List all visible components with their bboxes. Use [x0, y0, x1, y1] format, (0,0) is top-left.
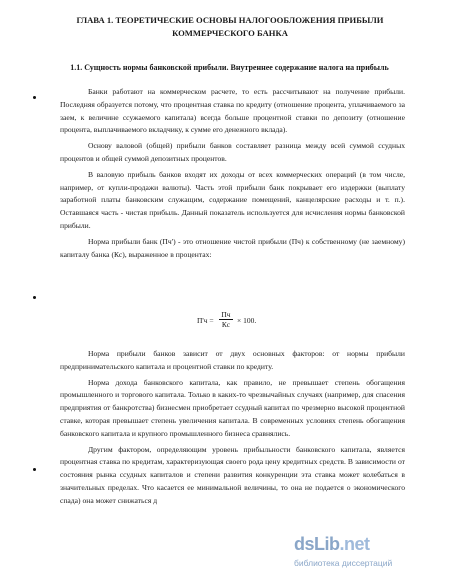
- formula-rhs: × 100.: [237, 316, 257, 325]
- chapter-heading: ГЛАВА 1. ТЕОРЕТИЧЕСКИЕ ОСНОВЫ НАЛОГООБЛОЖЕНИЯ ПРИБЫЛИ КОММЕРЧЕСКОГО БАНКА: [76, 15, 384, 38]
- formula-fraction: [219, 310, 233, 329]
- paragraph: Основу валовой (общей) прибыли банков составляет разница между всей суммой ссудных процентов и общей суммой депозитных процентов.: [60, 141, 405, 163]
- paragraph: Другим фактором, определяющим уровень прибыльности банковского капитала, является процентная ставка по кредитам, характеризующая своего рода цену кредитных средств. В зависимости от состояния рынка ссудных капиталов и степени развития конкуренции эта ставка может колебаться в значительных пределах. Что касается ее минимальной величины, то она не подается о экономического спада) она может снижаться д: [60, 444, 405, 505]
- watermark: [290, 532, 446, 576]
- formula-denominator: Кс: [221, 320, 231, 329]
- paragraph: Банки работают на коммерческом расчете, то есть рассчитывают на получение прибыли. Последняя образуется потому, что процентная ставка по кредиту (отношение процента, уплачиваемого за заем, к величине ссужаемого капитала) всегда больше процентной ставки по депозиту (отношение процента, выплачиваемого вкладчику, к сумме его денежного вклада).: [60, 87, 405, 135]
- paragraph: Норма прибыли банк (Пч') - это отношение чистой прибыли (Пч) к собственному (не заемному) капиталу банка (Кс), выраженное в процентах:: [60, 236, 405, 259]
- paragraph: Норма дохода банковского капитала, как правило, не превышает степень обогащения промышленного и торгового капитала. Только в каких-то чрезвычайных случаях (например, для спасения предприятия от банкротства) бизнесмен приобретает ссудный капитал по чрезмерно высокой процентной ставке, которая превышает степень увеличения капитала. В современных условиях степень обогащения банковского капитала и крупного промышленного бизнеса сравнялись.: [60, 377, 405, 438]
- watermark-subtitle: библиотека диссертаций: [294, 558, 393, 568]
- margin-dot: [33, 96, 36, 99]
- margin-dot: [33, 468, 36, 471]
- body-text-bottom: [60, 348, 405, 509]
- margin-dot: [33, 296, 36, 299]
- formula-lhs: П'ч =: [197, 316, 214, 325]
- section-heading: 1.1. Сущность нормы банковской прибыли. Внутреннее содержание налога на прибыль: [70, 63, 389, 72]
- paragraph: В валовую прибыль банков входят их доходы от всех коммерческих операций (в том числе, например, от купли-продажи валюты). Часть этой прибыли банк покрывает его издержки (выплату заработной платы банковским служащим, содержание помещений, канцелярские расходы и т. п.). Оставшаяся часть - чистая прибыль. Данный показатель используется для исчисления нормы банковской прибыли.: [60, 169, 405, 230]
- body-text-top: [60, 86, 405, 264]
- profit-rate-formula: [197, 310, 257, 330]
- paragraph: Норма прибыли банков зависит от двух основных факторов: от нормы прибыли предпринимательского капитала и процентной ставки по кредиту.: [60, 349, 405, 371]
- watermark-logo: dsLib.net: [294, 534, 370, 554]
- formula-numerator: Пч: [219, 310, 233, 320]
